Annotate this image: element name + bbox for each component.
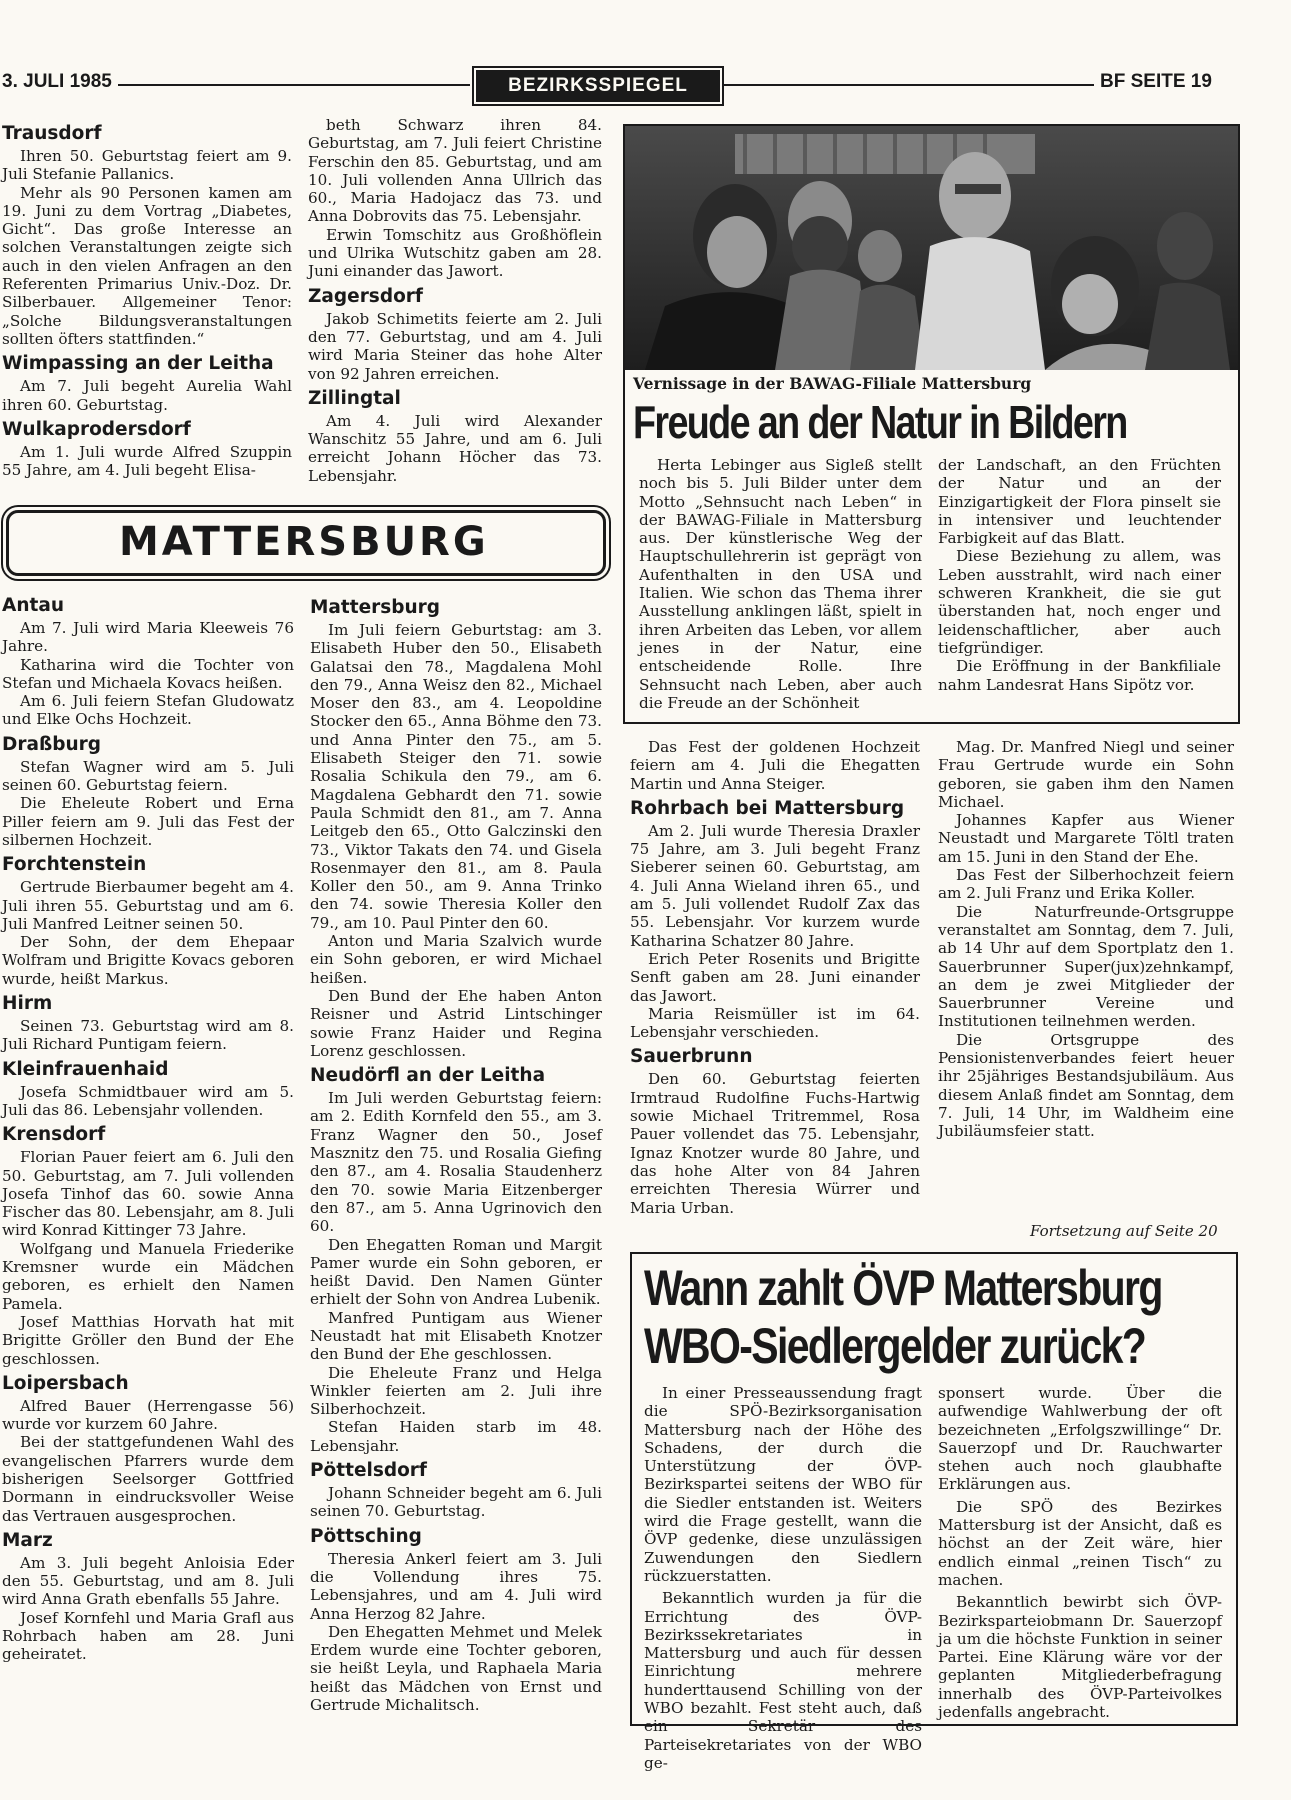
section-label-text: BEZIRKSSPIEGEL — [508, 75, 688, 96]
news-paragraph: Im Juli werden Geburtstag feiern: am 2. Edith Kornfeld den 55., am 3. Franz Wagner den 50., Josef Masznitz den 75. und Rosalia Giefing den 87., am 4. Rosalia Staudenherz den 70. sowie Maria Eitzenberger den 87., am 5. Anna Ugrinovich den 60. — [310, 1089, 602, 1236]
place-heading: Forchtenstein — [2, 854, 147, 876]
news-paragraph: Wolfgang und Manuela Friederike Kremsner wurde ein Mädchen geboren, es erhielt den Namen Pamela. — [2, 1239, 294, 1313]
news-paragraph: Johann Schneider begeht am 6. Juli seinen 70. Geburtstag. — [310, 1484, 602, 1521]
news-paragraph: Theresia Ankerl feiert am 3. Juli die Vollendung ihres 75. Lebensjahres, und am 4. Juli wird Anna Herzog 82 Jahre. — [310, 1549, 602, 1623]
news-paragraph: beth Schwarz ihren 84. Geburtstag, am 7. Juli feiert Christine Ferschin den 85. Geburtstag, und am 10. Juli vollenden Anna Ullrich das 60., Maria Hadojacz das 73. und Anna Dobrovits das 75. Lebensjahr. — [308, 116, 602, 226]
feature-column-right — [938, 456, 1221, 694]
news-paragraph: Alfred Bauer (Herrengasse 56) wurde vor kurzem 60 Jahre. — [2, 1396, 294, 1434]
feature-paragraph: Herta Lebinger aus Sigleß stellt noch bis 5. Juli Bilder unter dem Motto „Sehnsucht nach Leben“ in der BAWAG-Filiale in Mattersburg aus. Der künstlerische Weg der Hauptschullehrerin ist geprägt von Aufenthalten in den USA und Italien. Wie schon das Thema ihrer Ausstellung anklingen läßt, spielt in ihren Arbeiten das Leben, vor allem jenes in der Natur, eine entscheidende Rolle. Ihre Sehnsucht nach Leben, aber auch die Freude an der Schönheit — [639, 456, 922, 712]
news-paragraph: Am 1. Juli wurde Alfred Szuppin 55 Jahre, am 4. Juli begeht Elisa- — [2, 442, 292, 480]
place-heading: Pöttsching — [310, 1525, 422, 1547]
news-paragraph: Am 3. Juli begeht Anloisia Eder den 55. Geburtstag, und am 8. Juli wird Anna Grath ebenfalls 55 Jahre. — [2, 1553, 294, 1609]
news-paragraph: Die Eheleute Franz und Helga Winkler feierten am 2. Juli ihre Silberhochzeit. — [310, 1363, 602, 1419]
oevp-paragraph: In einer Presseaussendung fragt die SPÖ-Bezirksorganisation Mattersburg nach der Höhe des Schadens, der durch die Unterstützung der ÖVP-Bezirkspartei seitens der WBO für die Siedler entstanden ist. Weiters wird die Frage gestellt, wann die ÖVP gedenke, diese unzulässigen Zuwendungen den Siedlern rückzuerstatten. — [644, 1384, 922, 1585]
news-paragraph: Stefan Wagner wird am 5. Juli seinen 60. Geburtstag feiern. — [2, 757, 294, 795]
news-paragraph: Erich Peter Rosenits und Brigitte Senft gaben am 28. Juni einander das Jawort. — [630, 949, 920, 1005]
news-paragraph: Im Juli feiern Geburtstag: am 3. Elisabeth Huber den 50., Elisabeth Galatsai den 78., Magdalena Mohl den 79., Anna Weisz den 82., Michael Moser den 83., am 4. Leopoldine Stocker den 65., Anna Böhme den 73. und Anna Pinter den 75., am 5. Elisabeth Steiger den 71. sowie Rosalia Schikula den 79., am 6. Magdalena Gebhardt den 71. sowie Paula Schmidt den 81., am 7. Anna Leitgeb den 65., Otto Galczinski den 73., Viktor Takats den 74. und Gisela Rosenmayer den 81., am 8. Paula Koller den 50., am 9. Anna Trinko den 74. sowie Theresia Koller den 79., am 10. Paul Pinter den 60. — [310, 621, 602, 932]
place-heading: Zillingtal — [308, 387, 401, 409]
news-paragraph: Katharina wird die Tochter von Stefan und Michaela Kovacs heißen. — [2, 655, 294, 692]
place-heading: Wimpassing an der Leitha — [2, 353, 274, 375]
issue-date: 3. JULI 1985 — [2, 71, 112, 92]
news-paragraph: Den Ehegatten Mehmet und Melek Erdem wurde eine Tochter geboren, sie heißt Leyla, und Raphaela Maria heißt das Mädchen von Ernst und Gertrude Michalitsch. — [310, 1622, 602, 1715]
news-paragraph: Die Naturfreunde-Ortsgruppe veranstaltet am Sonntag, dem 7. Juli, ab 14 Uhr auf dem Sportplatz den 1. Sauerbrunner Super(jux)zehnkampf, an dem je zwei Mitglieder der Sauerbrunner Vereine und Institutionen teilnehmen werden. — [938, 902, 1234, 1031]
place-heading: Hirm — [2, 993, 53, 1015]
column-3 — [630, 738, 920, 1217]
place-heading: Marz — [2, 1529, 53, 1551]
mattersburg-banner — [6, 510, 606, 576]
oevp-column-right — [938, 1384, 1222, 1721]
news-paragraph: Am 2. Juli wurde Theresia Draxler 75 Jahre, am 3. Juli begeht Franz Sieberer seinen 60. Geburtstag, am 4. Juli Anna Wieland ihren 65., und am 5. Juli vollendet Rudolf Zax das 55. Lebensjahr. Vor kurzem wurde Katharina Schatzer 80 Jahre. — [630, 821, 920, 950]
news-paragraph: Den 60. Geburtstag feierten Irmtraud Rudolfine Fuchs-Hartwig sowie Michael Tritremmel, Rosa Pauer vollendet das 75. Lebensjahr, Ignaz Knotzer wurde 80 Jahre, und das hohe Alter von 84 Jahren erreichten Theresia Würrer und Maria Urban. — [630, 1070, 920, 1217]
place-heading: Draßburg — [2, 733, 102, 755]
place-heading: Krensdorf — [2, 1124, 106, 1146]
news-paragraph: Florian Pauer feiert am 6. Juli den 50. Geburtstag, am 7. Juli vollenden Josefa Tinhof das 60. sowie Anna Fischer das 80. Lebensjahr, am 8. Juli wird Konrad Kittinger 73 Jahre. — [2, 1148, 294, 1240]
news-paragraph: Josef Matthias Horvath hat mit Brigitte Gröller den Bund der Ehe geschlossen. — [2, 1312, 294, 1368]
feature-paragraph: der Landschaft, an den Früchten der Natur und an der Einzigartigkeit der Flora pinselt sie in intensiver und leuchtender Farbigkeit auf das Blatt. — [938, 456, 1221, 548]
news-paragraph: Am 7. Juli begeht Aurelia Wahl ihren 60. Geburtstag. — [2, 377, 292, 414]
news-paragraph: Mehr als 90 Personen kamen am 19. Juni zu dem Vortrag „Diabetes, Gicht“. Das große Interesse an solchen Veranstaltungen zeigte sich auch in den vielen Anfragen an den Referenten Primarius Univ.-Doz. Dr. Silberbauer. Allgemeiner Tenor: „Solche Bildungsveranstaltungen sollten öfters stattfinden.“ — [2, 183, 292, 348]
news-paragraph: Jakob Schimetits feierte am 2. Juli den 77. Geburtstag, und am 4. Juli wird Maria Steiner das hohe Alter von 92 Jahren erreichen. — [308, 309, 602, 383]
news-paragraph: Bei der stattgefundenen Wahl des evangelischen Pfarrers wurde dem bisherigen Seelsorger Gottfried Dormann in eindrucksvoller Weise das Vertrauen ausgesprochen. — [2, 1433, 294, 1525]
news-paragraph: Am 4. Juli wird Alexander Wanschitz 55 Jahre, und am 6. Juli erreicht Johann Höcher das 73. Lebensjahr. — [308, 411, 602, 485]
oevp-paragraph: sponsert wurde. Über die aufwendige Wahlwerbung der oft bezeichneten „Erfolgszwillinge“ Dr. Sauerzopf und Dr. Rauchwarter stehen auch noch glaubhafte Erklärungen aus. — [938, 1384, 1222, 1494]
feature-column-left — [639, 456, 922, 712]
news-paragraph: Den Bund der Ehe haben Anton Reisner und Astrid Lintschinger sowie Franz Haider und Regina Lorenz geschlossen. — [310, 986, 602, 1060]
oevp-headline-line2: WBO-Siedlergelder zurück? — [644, 1318, 1146, 1374]
feature-box — [623, 124, 1240, 724]
news-paragraph: Das Fest der Silberhochzeit feiern am 2. Juli Franz und Erika Koller. — [938, 866, 1234, 903]
news-paragraph: Das Fest der goldenen Hochzeit feiern am 4. Juli die Ehegatten Martin und Anna Steiger. — [630, 738, 920, 793]
feature-headline: Freude an der Natur in Bildern — [633, 396, 1127, 448]
place-heading: Mattersburg — [310, 597, 441, 618]
news-paragraph: Mag. Dr. Manfred Niegl und seiner Frau Gertrude wurde ein Sohn geboren, sie gaben ihm den Namen Michael. — [938, 738, 1234, 811]
continued-note: Fortsetzung auf Seite 20 — [1030, 1222, 1218, 1240]
feature-paragraph: Diese Beziehung zu allem, was Leben ausstrahlt, wird nach einer schweren Krankheit, die sie gut überstanden hat, noch enger und leidenschaftlicher, aber auch tiefgründiger. — [938, 547, 1221, 657]
oevp-column-left — [644, 1384, 922, 1772]
place-heading: Loipersbach — [2, 1372, 129, 1394]
place-heading: Kleinfrauenhaid — [2, 1058, 169, 1080]
news-paragraph: Am 6. Juli feiern Stefan Gludowatz und Elke Ochs Hochzeit. — [2, 692, 294, 729]
news-paragraph: Gertrude Bierbaumer begeht am 4. Juli ihren 55. Geburtstag und am 6. Juli Manfred Leitner seinen 50. — [2, 878, 294, 933]
place-heading: Antau — [2, 595, 64, 616]
column-4 — [938, 738, 1234, 1141]
column-2 — [310, 592, 602, 1714]
oevp-paragraph: Bekanntlich bewirbt sich ÖVP-Bezirksparteiobmann Dr. Sauerzopf ja um die höchste Funktion in seiner Partei. Eine Klärung wäre vor der geplanten Mitgliederbefragung innerhalb des ÖVP-Parteivolkes jedenfalls angebracht. — [938, 1593, 1222, 1722]
news-paragraph: Erwin Tomschitz aus Großhöflein und Ulrika Wutschitz gaben am 28. Juni einander das Jawort. — [308, 225, 602, 281]
news-paragraph: Manfred Puntigam aus Wiener Neustadt hat mit Elisabeth Knotzer den Bund der Ehe geschlossen. — [310, 1308, 602, 1364]
oevp-box — [630, 1252, 1238, 1772]
news-paragraph: Am 7. Juli wird Maria Kleeweis 76 Jahre. — [2, 619, 294, 656]
place-heading: Pöttelsdorf — [310, 1460, 427, 1482]
news-paragraph: Josefa Schmidtbauer wird am 5. Juli das 86. Lebensjahr vollenden. — [2, 1082, 294, 1119]
news-paragraph: Josef Kornfehl und Maria Grafl aus Rohrbach haben am 28. Juni geheiratet. — [2, 1608, 294, 1664]
place-heading: Rohrbach bei Mattersburg — [630, 797, 905, 819]
top-column-right — [308, 116, 602, 485]
page-number: BF SEITE 19 — [1100, 71, 1212, 92]
news-paragraph: Ihren 50. Geburtstag feiert am 9. Juli Stefanie Pallanics. — [2, 147, 292, 184]
news-paragraph: Stefan Haiden starb im 48. Lebensjahr. — [310, 1418, 602, 1455]
news-paragraph: Johannes Kapfer aus Wiener Neustadt und Margarete Töltl traten am 15. Juni in den Stand der Ehe. — [938, 811, 1234, 866]
place-heading: Neudörfl an der Leitha — [310, 1065, 546, 1087]
news-paragraph: Seinen 73. Geburtstag wird am 8. Juli Richard Puntigam feiern. — [2, 1017, 294, 1054]
place-heading: Trausdorf — [2, 123, 102, 144]
header-rule-right — [722, 84, 1094, 86]
column-1 — [2, 590, 294, 1664]
news-paragraph: Die Eheleute Robert und Erna Piller feiern am 9. Juli das Fest der silbernen Hochzeit. — [2, 794, 294, 849]
news-paragraph: Die Ortsgruppe des Pensionistenverbandes feiert heuer ihr 25jähriges Bestandsjubiläum. Aus diesem Anlaß findet am Sonntag, dem 7. Juli, 14 Uhr, im Waldheim eine Jubiläumsfeier statt. — [938, 1030, 1234, 1141]
top-column-left — [2, 118, 292, 479]
news-paragraph: Der Sohn, der dem Ehepaar Wolfram und Brigitte Kovacs geboren wurde, heißt Markus. — [2, 933, 294, 988]
section-label — [476, 70, 720, 102]
news-paragraph: Den Ehegatten Roman und Margit Pamer wurde ein Sohn geboren, er heißt David. Den Namen Günter erhielt der Sohn von Andrea Lubenik. — [310, 1235, 602, 1309]
photo-caption: Vernissage in der BAWAG-Filiale Mattersburg — [633, 374, 1032, 393]
oevp-paragraph: Bekanntlich wurden ja für die Errichtung des ÖVP-Bezirkssekretariates in Mattersburg und auch für dessen Einrichtung mehrere hunderttausend Schilling von der WBO bezahlt. Fest steht auch, daß ein Sekretär des Parteisekretariates von der WBO ge- — [644, 1589, 922, 1772]
header-rule-left — [118, 84, 470, 86]
place-heading: Zagersdorf — [308, 285, 423, 307]
news-paragraph: Maria Reismüller ist im 64. Lebensjahr verschieden. — [630, 1004, 920, 1042]
oevp-paragraph: Die SPÖ des Bezirkes Mattersburg ist der Ansicht, daß es höchst an der Zeit wäre, hier endlich einmal „reinen Tisch“ zu machen. — [938, 1497, 1222, 1589]
oevp-headline-line1: Wann zahlt ÖVP Mattersburg — [644, 1260, 1162, 1316]
vernissage-photo — [625, 126, 1238, 370]
place-heading: Sauerbrunn — [630, 1046, 753, 1068]
place-heading: Wulkaprodersdorf — [2, 418, 191, 440]
feature-paragraph: Die Eröffnung in der Bankfiliale nahm Landesrat Hans Sipötz vor. — [938, 657, 1221, 694]
news-paragraph: Anton und Maria Szalvich wurde ein Sohn geboren, er wird Michael heißen. — [310, 932, 602, 987]
banner-title: MATTERSBURG — [119, 519, 489, 565]
